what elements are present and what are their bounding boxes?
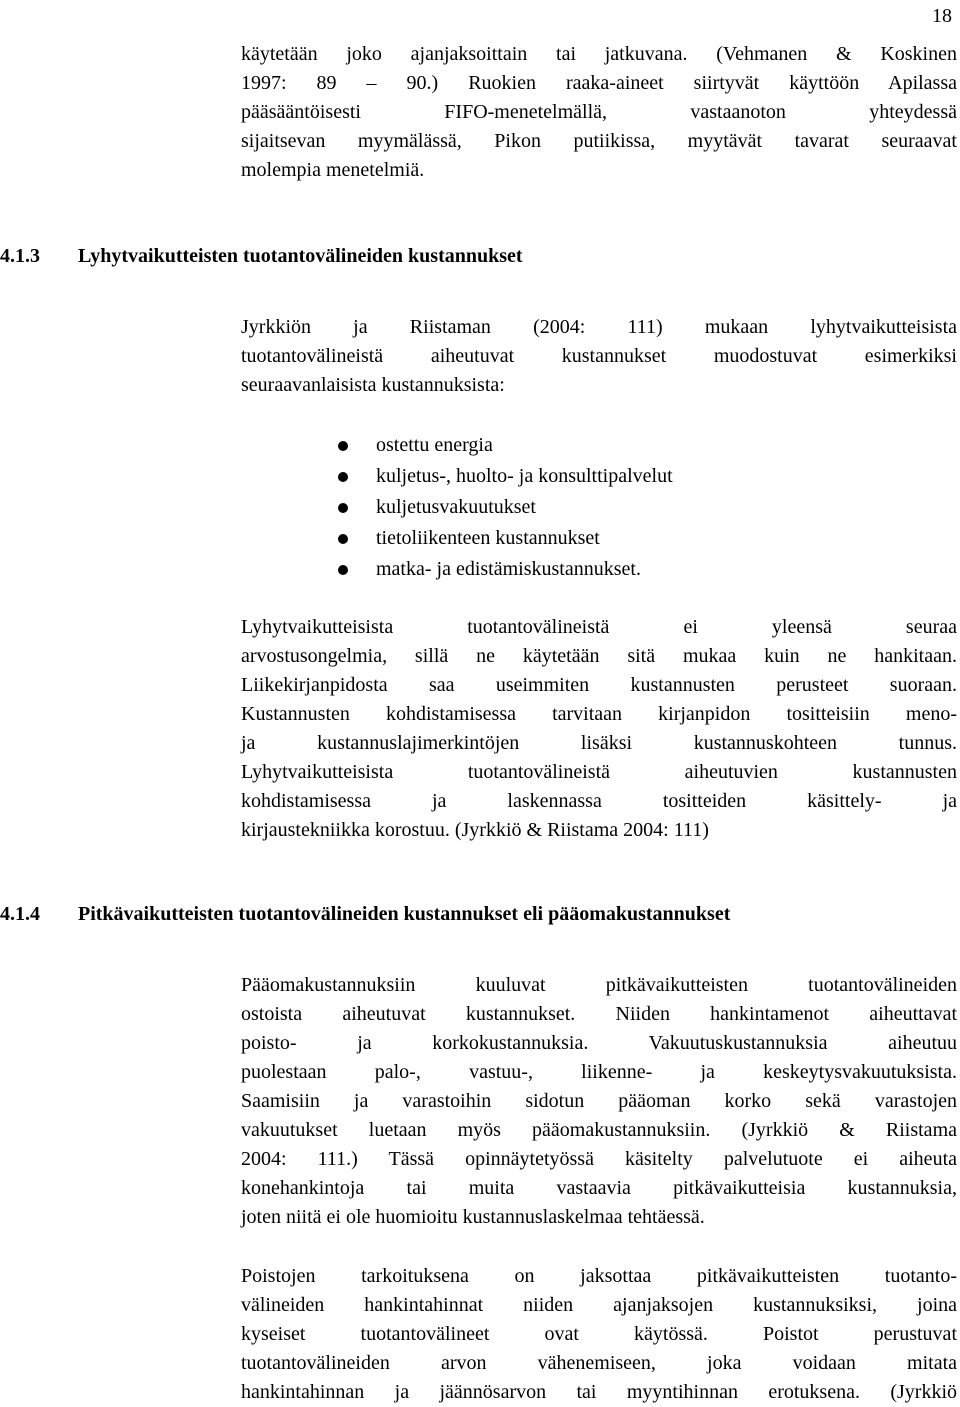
text-line: tuotantovälineistä aiheutuvat kustannukset muodostuvat esimerkiksi — [241, 345, 957, 367]
bullet-icon — [338, 472, 348, 482]
text-line: Kustannusten kohdistamisessa tarvitaan kirjanpidon tositteisiin meno- — [241, 703, 957, 725]
text-line: 2004: 111.) Tässä opinnäytetyössä käsitelty palvelutuote ei aiheuta — [241, 1148, 957, 1170]
text-line: joten niitä ei ole huomioitu kustannuslaskelmaa tehtäessä. — [241, 1206, 705, 1228]
text-line: Pääomakustannuksiin kuuluvat pitkävaikutteisten tuotantovälineiden — [241, 974, 957, 996]
section-heading-414 — [0, 901, 730, 927]
bullet-icon — [338, 565, 348, 575]
text-line: 1997: 89 – 90.) Ruokien raaka-aineet siirtyvät käyttöön Apilassa — [241, 72, 957, 94]
section-number: 4.1.3 — [0, 245, 40, 267]
text-line: seuraavanlaisista kustannuksista: — [241, 374, 505, 396]
text-line: puolestaan palo-, vastuu-, liikenne- ja keskeytysvakuutuksista. — [241, 1061, 957, 1083]
text-line: vakuutukset luetaan myös pääomakustannuksiin. (Jyrkkiö & Riistama — [241, 1119, 957, 1141]
text-line: Liikekirjanpidosta saa useimmiten kustannusten perusteet suoraan. — [241, 674, 957, 696]
text-line: arvostusongelmia, sillä ne käytetään sitä mukaa kuin ne hankitaan. — [241, 645, 957, 667]
text-line: kirjaustekniikka korostuu. (Jyrkkiö & Riistama 2004: 111) — [241, 819, 709, 841]
text-line: Jyrkkiön ja Riistaman (2004: 111) mukaan lyhytvaikutteisista — [241, 316, 957, 338]
list-item: kuljetus-, huolto- ja konsulttipalvelut — [332, 461, 673, 492]
text-line: kohdistamisessa ja laskennassa tositteiden käsittely- ja — [241, 790, 957, 812]
text-line: ostoista aiheutuvat kustannukset. Niiden hankintamenot aiheuttavat — [241, 1003, 957, 1025]
text-line: konehankintoja tai muita vastaavia pitkävaikutteisia kustannuksia, — [241, 1177, 957, 1199]
text-line: poisto- ja korkokustannuksia. Vakuutuskustannuksia aiheutuu — [241, 1032, 957, 1054]
bullet-icon — [338, 441, 348, 451]
text-line: ja kustannuslajimerkintöjen lisäksi kustannuskohteen tunnus. — [241, 732, 957, 754]
text-line: Saamisiin ja varastoihin sidotun pääoman korko sekä varastojen — [241, 1090, 957, 1112]
section-title: Lyhytvaikutteisten tuotantovälineiden kustannukset — [78, 245, 523, 267]
text-line: pääsääntöisesti FIFO-menetelmällä, vastaanoton yhteydessä — [241, 101, 957, 123]
section-413-intro — [241, 313, 957, 400]
text-line: Lyhytvaikutteisista tuotantovälineistä ei yleensä seuraa — [241, 616, 957, 638]
bullet-icon — [338, 503, 348, 513]
bullet-icon — [338, 534, 348, 544]
section-heading-413 — [0, 243, 523, 269]
text-line: sijaitsevan myymälässä, Pikon putiikissa, myytävät tavarat seuraavat — [241, 130, 957, 152]
text-line: tuotantovälineiden arvon vähenemiseen, joka voidaan mitata — [241, 1352, 957, 1374]
text-line: molempia menetelmiä. — [241, 159, 425, 181]
section-414-paragraph-1 — [241, 971, 957, 1232]
text-line: Poistojen tarkoituksena on jaksottaa pitkävaikutteisten tuotanto- — [241, 1265, 957, 1287]
text-line: välineiden hankintahinnat niiden ajanjaksojen kustannuksiksi, joina — [241, 1294, 957, 1316]
intro-paragraph — [241, 40, 957, 185]
text-line: Lyhytvaikutteisista tuotantovälineistä aiheutuvien kustannusten — [241, 761, 957, 783]
text-line: kyseiset tuotantovälineet ovat käytössä. Poistot perustuvat — [241, 1323, 957, 1345]
section-number: 4.1.4 — [0, 903, 40, 925]
list-item: ostettu energia — [332, 430, 673, 461]
page-number: 18 — [932, 5, 952, 27]
section-414-paragraph-2 — [241, 1262, 957, 1407]
list-item: tietoliikenteen kustannukset — [332, 523, 673, 554]
section-title: Pitkävaikutteisten tuotantovälineiden kustannukset eli pääomakustannukset — [78, 903, 731, 925]
list-item: kuljetusvakuutukset — [332, 492, 673, 523]
cost-bullet-list — [332, 430, 673, 585]
section-413-body — [241, 613, 957, 845]
text-line: hankintahinnan ja jäännösarvon tai myyntihinnan erotuksena. (Jyrkkiö — [241, 1381, 957, 1403]
list-item: matka- ja edistämiskustannukset. — [332, 554, 673, 585]
text-line: käytetään joko ajanjaksoittain tai jatkuvana. (Vehmanen & Koskinen — [241, 43, 957, 65]
